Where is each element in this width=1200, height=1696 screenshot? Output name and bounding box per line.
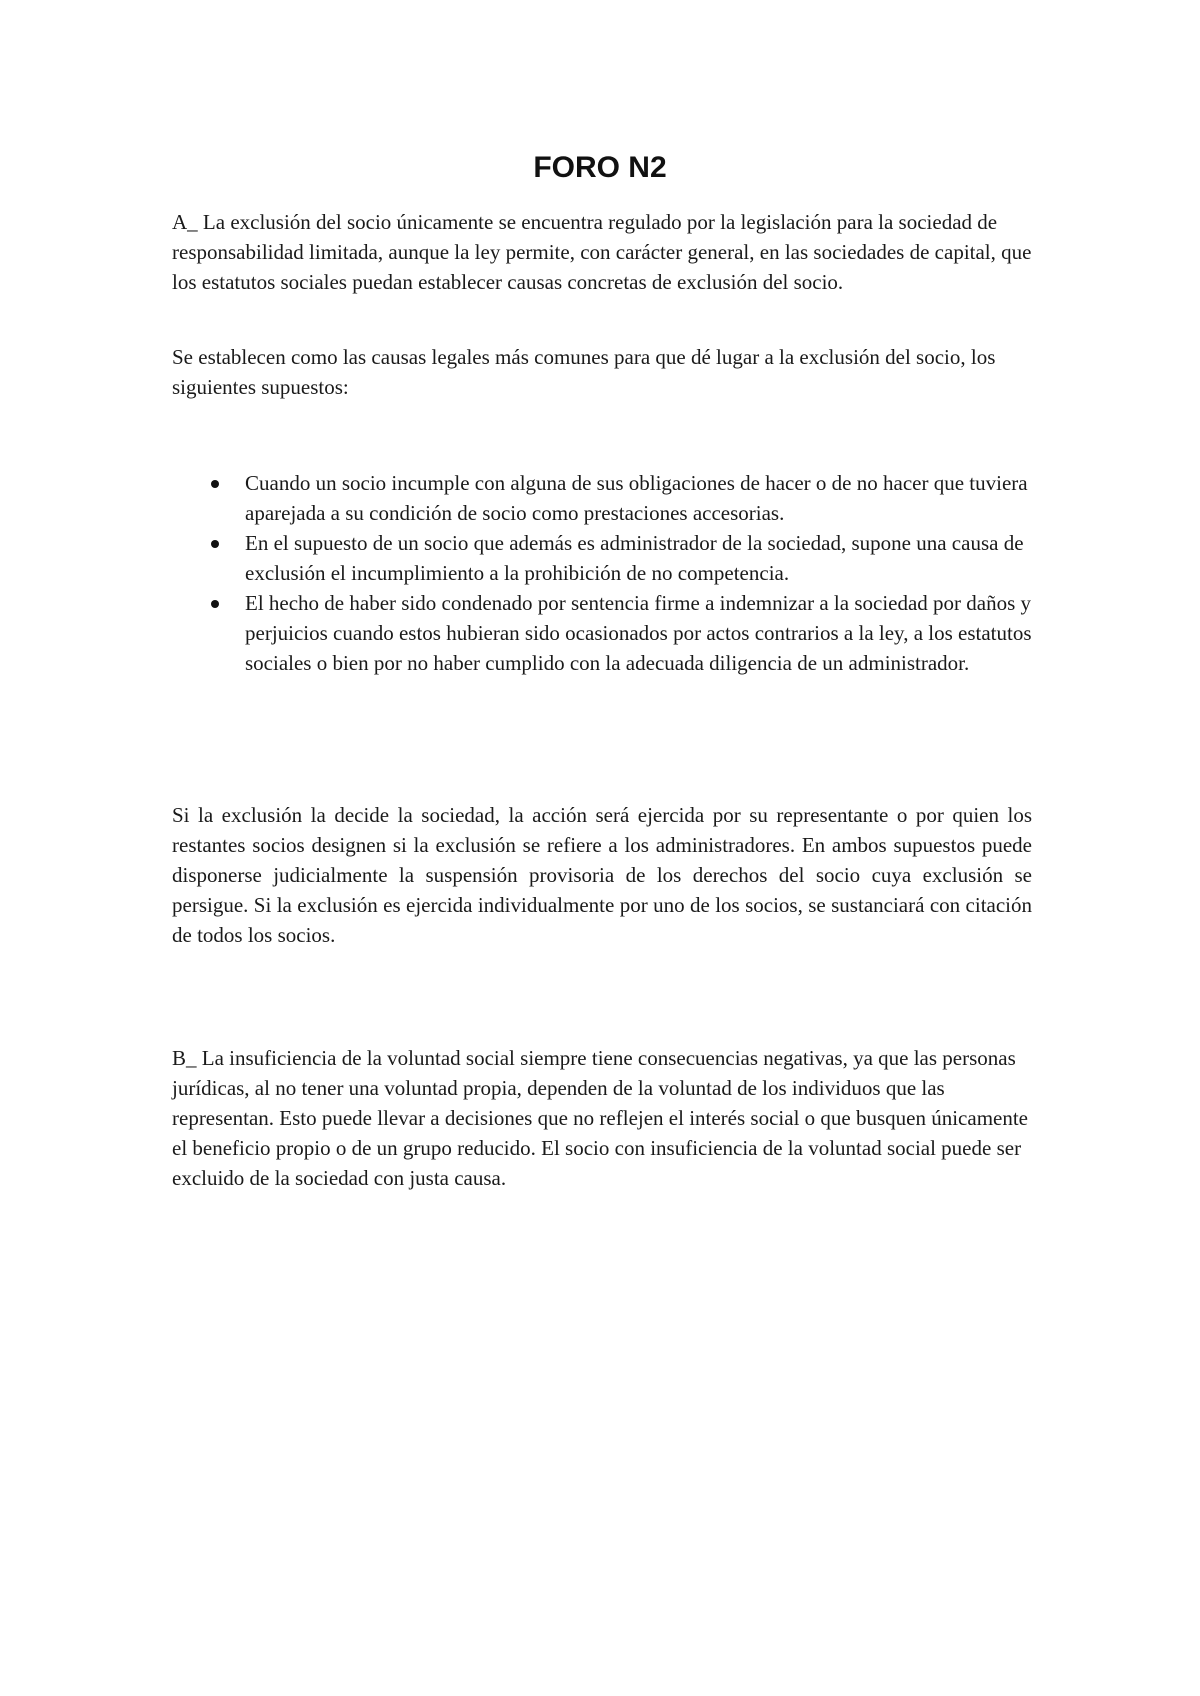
list-item-text: En el supuesto de un socio que además es administrador de la sociedad, supone una causa de exclusión el incumplimiento a la prohibición de no competencia. (245, 531, 1024, 585)
list-item (172, 528, 1032, 588)
causes-bullet-list (172, 468, 1032, 678)
paragraph-exclusion-action: Si la exclusión la decide la sociedad, la acción será ejercida por su representante o por quien los restantes socios designen si la exclusión se refiere a los administradores. En ambos supuestos puede disponerse judicialmente la suspensión provisoria de los derechos del socio cuya exclusión se persigue. Si la exclusión es ejercida individualmente por uno de los socios, se sustanciará con citación de todos los socios. (172, 803, 1032, 947)
bullet-icon (211, 480, 219, 488)
document-title: FORO N2 (533, 151, 667, 184)
bullet-icon (211, 540, 219, 548)
list-item-text: El hecho de haber sido condenado por sentencia firme a indemnizar a la sociedad por daños y perjuicios cuando estos hubieran sido ocasionados por actos contrarios a la ley, a los estatutos sociales o bien por no haber cumplido con la adecuada diligencia de un administrador. (245, 591, 1032, 675)
list-item-text: Cuando un socio incumple con alguna de sus obligaciones de hacer o de no hacer que tuviera aparejada a su condición de socio como prestaciones accesorias. (245, 471, 1028, 525)
list-item (172, 588, 1032, 678)
bullet-icon (211, 600, 219, 608)
paragraph-causes-intro: Se establecen como las causas legales más comunes para que dé lugar a la exclusión del socio, los siguientes supuestos: (172, 345, 996, 399)
list-item (172, 468, 1032, 528)
paragraph-section-b: B_ La insuficiencia de la voluntad social siempre tiene consecuencias negativas, ya que las personas jurídicas, al no tener una voluntad propia, dependen de la voluntad de los individuos que las representan. Esto puede llevar a decisiones que no reflejen el interés social o que busquen únicamente el beneficio propio o de un grupo reducido. El socio con insuficiencia de la voluntad social puede ser excluido de la sociedad con justa causa. (172, 1046, 1029, 1190)
paragraph-section-a: A_ La exclusión del socio únicamente se encuentra regulado por la legislación para la sociedad de responsabilidad limitada, aunque la ley permite, con carácter general, en las sociedades de capital, que los estatutos sociales puedan establecer causas concretas de exclusión del socio. (172, 210, 1032, 294)
